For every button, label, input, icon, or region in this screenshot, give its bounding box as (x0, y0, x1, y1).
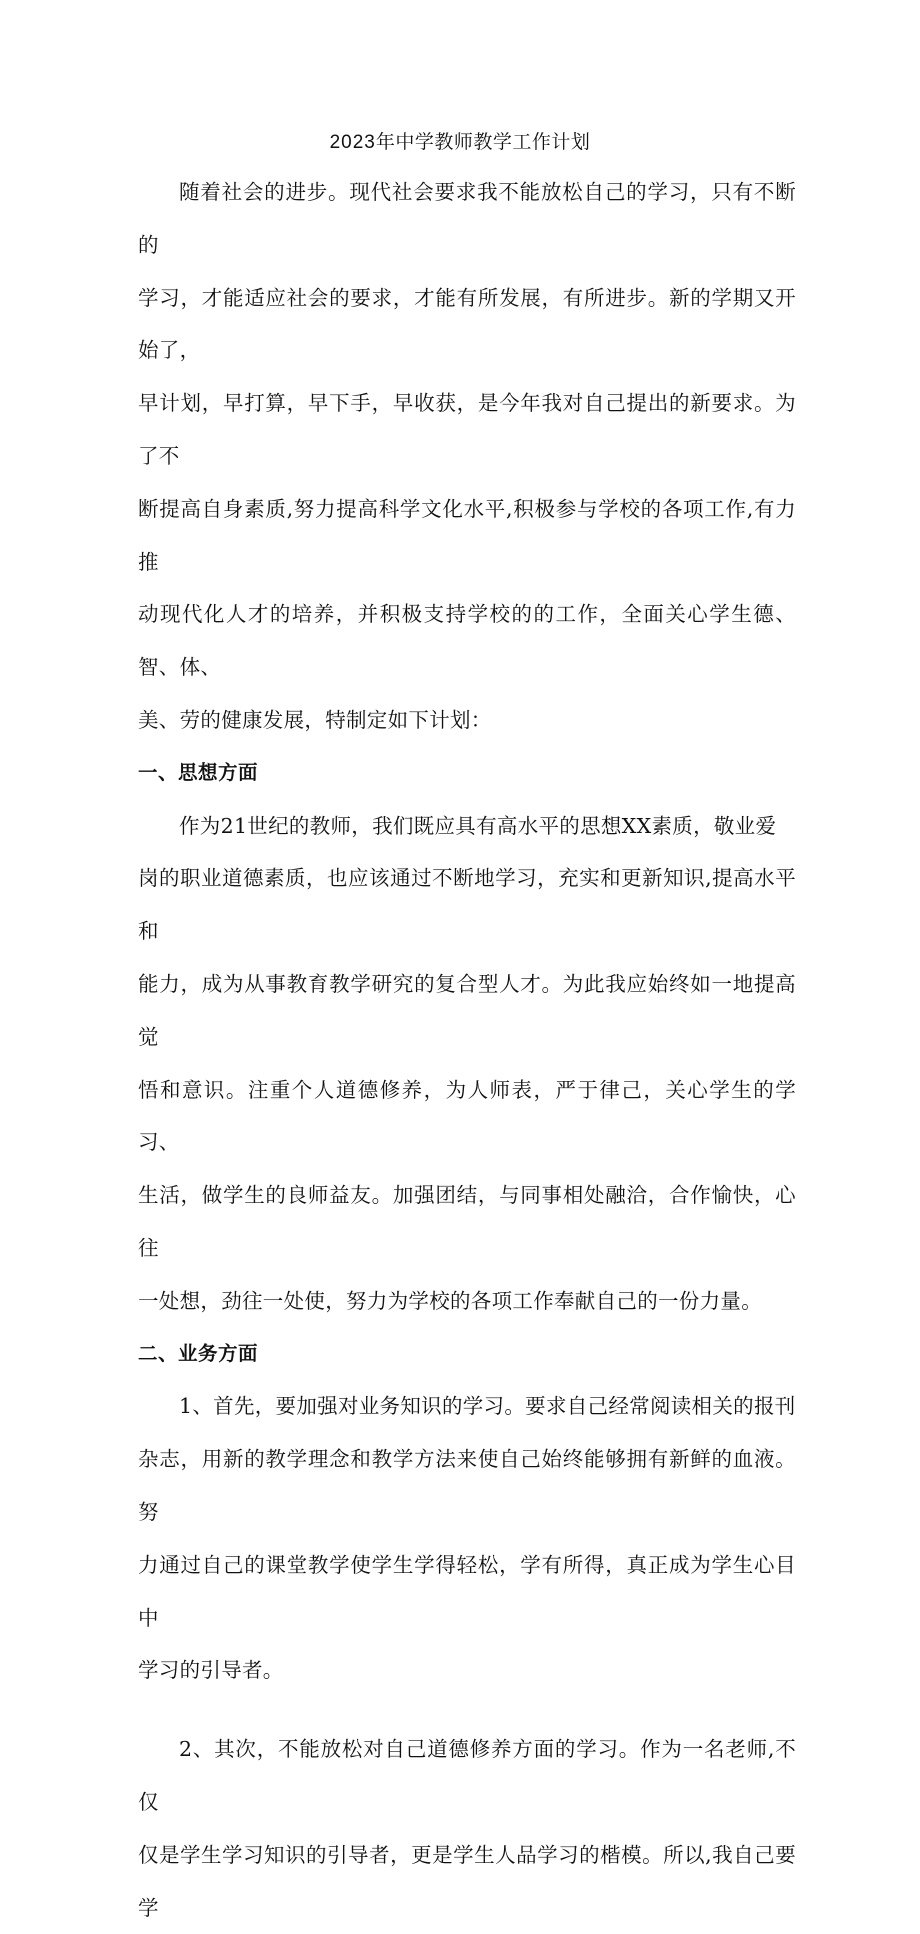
text-line: 1、首先，要加强对业务知识的学习。要求自己经常阅读相关的报刊 (179, 1394, 796, 1419)
thought-paragraph (138, 800, 796, 1328)
text-line: 美、劳的健康发展，特制定如下计划： (138, 707, 492, 732)
business-item-1 (138, 1380, 796, 1697)
text-line: 生活，做学生的良师益友。加强团结，与同事相处融洽，合作愉快，心往 (138, 1183, 796, 1260)
document-title (0, 128, 920, 157)
text-line: 学习的引导者。 (138, 1658, 284, 1683)
document-body (138, 166, 796, 1934)
text-line: 作为21世纪的教师，我们既应具有高水平的思想XX素质，敬业爱 (179, 813, 777, 838)
section-heading-business: 二、业务方面 (138, 1341, 259, 1365)
text-line: 仅是学生学习知识的引导者，更是学生人品学习的楷模。所以,我自己要学 (138, 1842, 796, 1920)
business-item-2 (138, 1723, 796, 1934)
section-heading-thought: 一、思想方面 (138, 760, 259, 784)
text-line: 2、其次，不能放松对自己道德修养方面的学习。作为一名老师,不仅 (138, 1737, 796, 1814)
text-line: 早计划，早打算，早下手，早收获，是今年我对自己提出的新要求。为了不 (138, 391, 796, 468)
text-line: 随着社会的进步。现代社会要求我不能放松自己的学习，只有不断的 (138, 180, 796, 257)
text-line: 力通过自己的课堂教学使学生学得轻松，学有所得，真正成为学生心目中 (138, 1552, 796, 1630)
text-line: 悟和意识。注重个人道德修养，为人师表，严于律己，关心学生的学习、 (138, 1077, 796, 1155)
paragraph-gap (138, 1697, 796, 1723)
text-line: 动现代化人才的培养，并积极支持学校的的工作，全面关心学生德、智、体、 (138, 602, 796, 680)
text-line: 岗的职业道德素质，也应该通过不断地学习，充实和更新知识,提高水平和 (138, 866, 796, 944)
text-line: 一处想，劲往一处使，努力为学校的各项工作奉献自己的一份力量。 (138, 1288, 762, 1313)
text-line: 学习，才能适应社会的要求，才能有所发展，有所进步。新的学期又开始了， (138, 285, 796, 363)
text-line: 杂志，用新的教学理念和教学方法来使自己始终能够拥有新鲜的血液。努 (138, 1447, 796, 1524)
text-line: 断提高自身素质,努力提高科学文化水平,积极参与学校的各项工作,有力推 (138, 496, 796, 574)
title-text: 年中学教师教学工作计划 (375, 131, 591, 153)
intro-paragraph (138, 166, 796, 747)
title-year: 2023 (329, 132, 376, 153)
text-line: 能力，成为从事教育教学研究的复合型人才。为此我应始终如一地提高觉 (138, 971, 796, 1049)
